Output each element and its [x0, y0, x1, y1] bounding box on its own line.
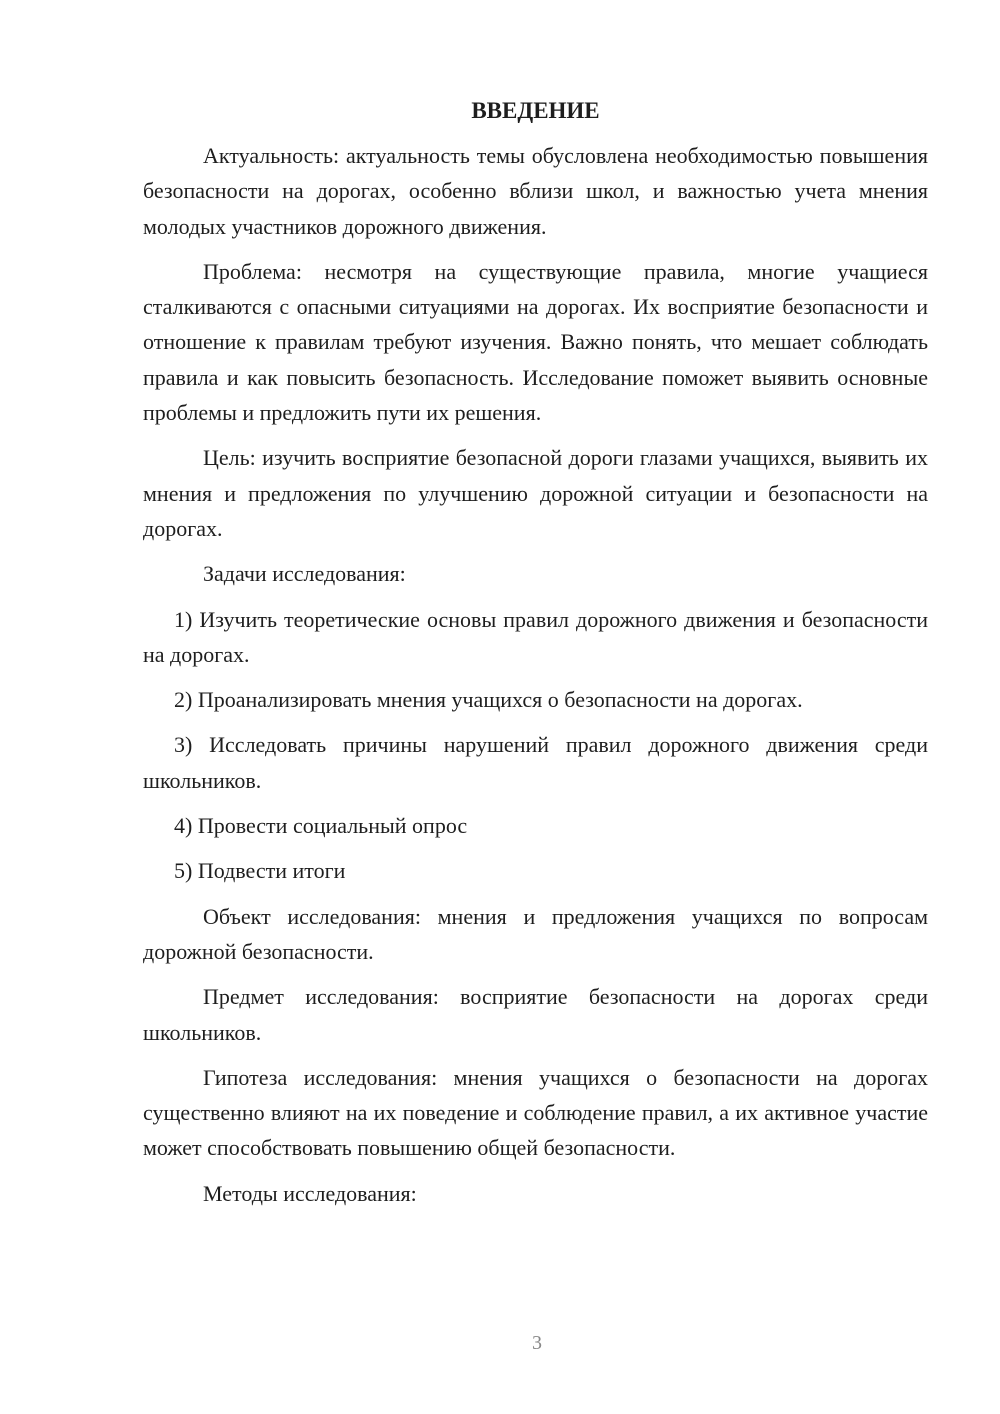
- page-content: [143, 93, 928, 1221]
- page-number: 3: [532, 1332, 542, 1354]
- paragraph-hypothesis: Гипотеза исследования: мнения учащихся о безопасности на дорогах существенно влияют на их поведение и соблюдение правил, а их активное участие может способствовать повышению общей безопасности.: [143, 1064, 928, 1161]
- paragraph-goal: Цель: изучить восприятие безопасной дороги глазами учащихся, выявить их мнения и предложения по улучшению дорожной ситуации и безопасности на дорогах.: [143, 445, 928, 541]
- task-item-1: 1) Изучить теоретические основы правил дорожного движения и безопасности на дорогах.: [143, 606, 928, 667]
- task-item-4: 4) Провести социальный опрос: [174, 813, 468, 839]
- paragraph-relevance: Актуальность: актуальность темы обусловлена необходимостью повышения безопасности на дорогах, особенно вблизи школ, и важностью учета мнения молодых участников дорожного движения.: [143, 143, 928, 239]
- methods-heading: Методы исследования:: [203, 1180, 417, 1206]
- paragraph-subject: Предмет исследования: восприятие безопасности на дорогах среди школьников.: [143, 984, 928, 1045]
- tasks-heading: Задачи исследования:: [203, 561, 406, 587]
- paragraph-problem: Проблема: несмотря на существующие правила, многие учащиеся сталкиваются с опасными ситуациями на дорогах. Их восприятие безопасности и отношение к правилам требуют изучения. Важно понять, что мешает соблюдать правила и как повысить безопасность. Исследование поможет выявить основные проблемы и предложить пути их решения.: [143, 258, 928, 426]
- task-item-3: 3) Исследовать причины нарушений правил дорожного движения среди школьников.: [143, 732, 928, 793]
- task-item-5: 5) Подвести итоги: [174, 858, 346, 884]
- task-item-2: 2) Проанализировать мнения учащихся о безопасности на дорогах.: [174, 687, 803, 713]
- section-heading: ВВЕДЕНИЕ: [471, 98, 600, 123]
- paragraph-object: Объект исследования: мнения и предложения учащихся по вопросам дорожной безопасности.: [143, 903, 928, 964]
